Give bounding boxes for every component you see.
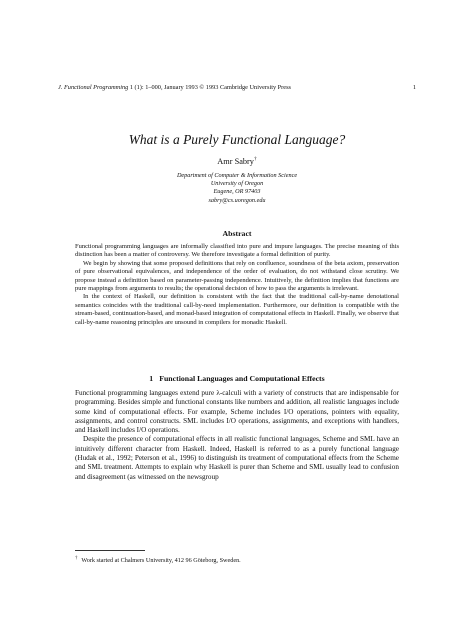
running-header — [58, 84, 416, 91]
section-heading — [58, 374, 416, 383]
page-number: 1 — [412, 84, 416, 91]
journal-citation — [58, 84, 291, 91]
affiliation-email: sabry@cs.uoregon.edu — [208, 196, 266, 204]
abstract-body — [75, 243, 399, 327]
journal-issue: 1 (1): 1–000, January 1993 © 1993 Cambridge University Press — [129, 84, 291, 91]
journal-name: J. Functional Programming — [58, 84, 129, 91]
abstract-heading: Abstract — [222, 229, 252, 238]
affiliation-city: Eugene, OR 97403 — [213, 188, 261, 196]
affiliation-university: University of Oregon — [210, 180, 264, 188]
body-paragraph: Functional programming languages extend pure λ-calculi with a variety of constructs that are indispensable for programming. Besides simple and functional constants like numbers and addition, all realistic languages include some kind of computational effects. For example, Scheme includes I/O operations, pointers with equality, assignments, and control constructs. SML includes I/O operations, assignments, and exceptions with handlers, and Haskell includes I/O operations. — [75, 389, 399, 435]
section-title: Functional Languages and Computational Effects — [159, 374, 325, 383]
abstract-paragraph: In the context of Haskell, our definition is consistent with the fact that the traditional call-by-name denotational semantics coincides with the traditional call-by-need implementation. Furthermore, our definition is compatible with the stream-based, continuation-based, and monad-based integration of computational effects in Haskell. Finally, we observe that call-by-name reasoning principles are unsound in compilers for monadic Haskell. — [75, 293, 399, 326]
section-body — [75, 389, 399, 482]
affiliation — [58, 172, 416, 205]
footnote — [75, 556, 399, 564]
affiliation-department: Department of Computer & Information Science — [176, 172, 298, 179]
abstract-paragraph: We begin by showing that some proposed definitions that rely on confluence, soundness of the beta axiom, preservation of pure observational equivalences, and independence of the order of evaluation, do not withstand close scrutiny. We propose instead a definition based on parameter-passing independence. Intuitively, the definition implies that functions are pure mappings from arguments to results; the operational decision of how to pass the arguments is irrelevant. — [75, 259, 399, 293]
footnote-divider — [75, 550, 145, 551]
author-name: Amr Sabry — [217, 156, 254, 166]
paper-title: What is a Purely Functional Language? — [128, 132, 346, 147]
footnote-mark: † — [75, 556, 78, 561]
author-line — [58, 156, 416, 166]
section-number: 1 — [149, 374, 154, 383]
author-footnote-mark: † — [253, 156, 257, 162]
footnote-text: Work started at Chalmers University, 412 96 Göteborg, Sweden. — [81, 557, 241, 565]
abstract-paragraph: Functional programming languages are informally classified into pure and impure languages. The precise meaning of this distinction has been a matter of controversy. We therefore investigate a formal definition of purity. — [75, 243, 399, 259]
body-paragraph: Despite the presence of computational effects in all realistic functional languages, Scheme and SML have an intuitively different character from Haskell. Indeed, Haskell is referred to as a purely functional language (Hudak et al., 1992; Peterson et al., 1996) to distinguish its treatment of computational effects from the Scheme and SML treatment. Attempts to explain why Haskell is purer than Scheme and SML usually lead to confusion and disagreement (as witnessed on the newsgroup — [75, 435, 399, 481]
